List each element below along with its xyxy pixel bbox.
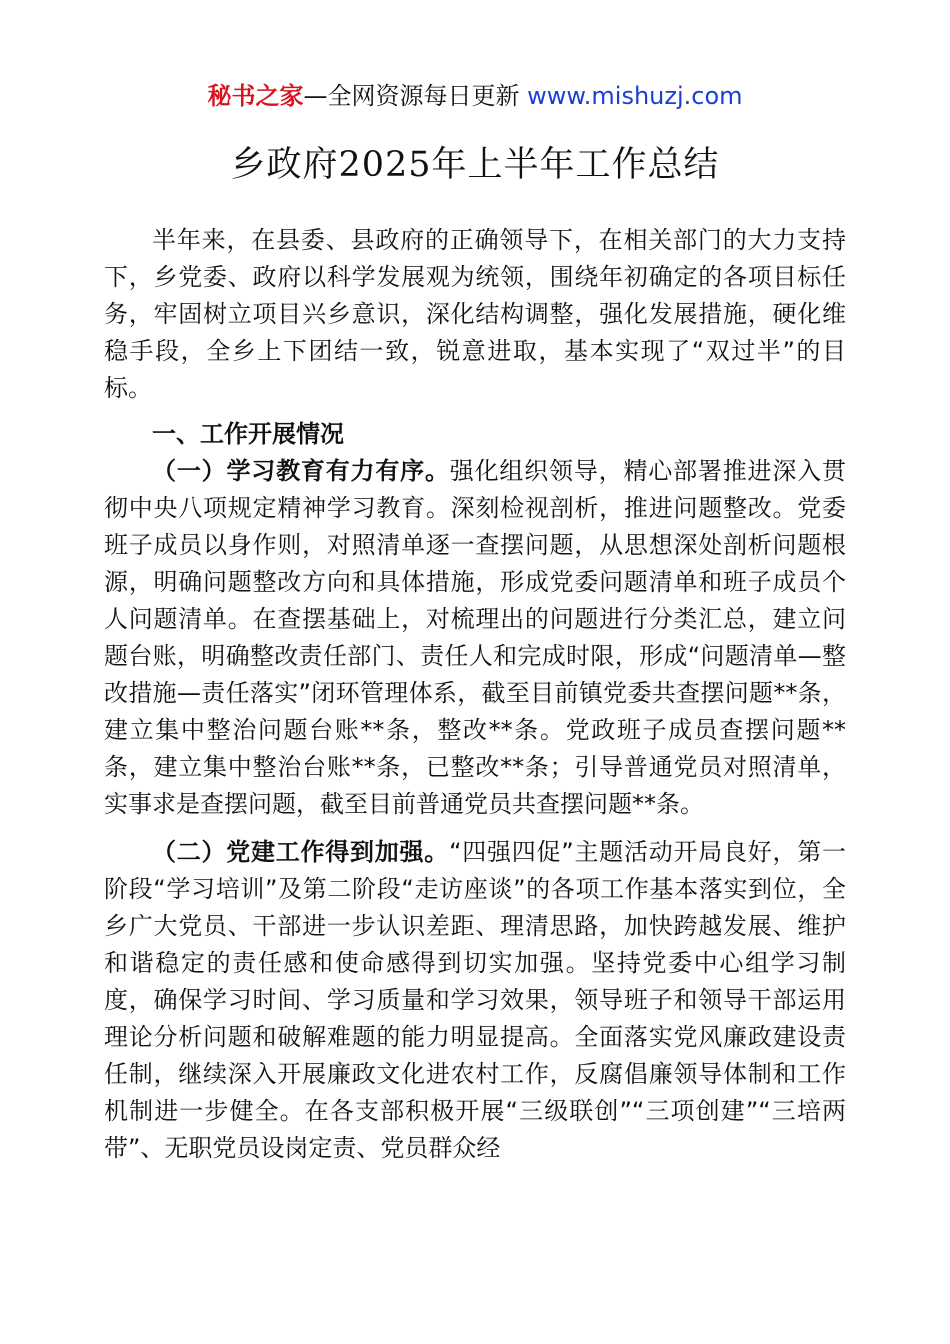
site-tagline: —全网资源每日更新 [303,82,520,110]
intro-paragraph: 半年来，在县委、县政府的正确领导下，在相关部门的大力支持下，乡党委、政府以科学发展观为统领，围绕年初确定的各项目标任务，牢固树立项目兴乡意识，深化结构调整，强化发展措施，硬化维稳手段，全乡上下团结一致，锐意进取，基本实现了“双过半”的目标。 [104,226,846,402]
item-paragraph-1 [104,453,846,823]
section-heading: 一、工作开展情况 [152,420,344,448]
item-lead-2: （二）党建工作得到加强。 [152,838,450,866]
site-url-link[interactable]: www.mishuzj.com [527,82,743,110]
site-header [0,80,950,112]
document-body [104,222,846,1167]
brand-name: 秘书之家 [207,82,304,110]
item-text-2: “四强四促”主题活动开局良好，第一阶段“学习培训”及第二阶段“走访座谈”的各项工作基本落实到位，全乡广大党员、干部进一步认识差距、理清思路，加快跨越发展、维护和谐稳定的责任感和使命感得到切实加强。坚持党委中心组学习制度，确保学习时间、学习质量和学习效果，领导班子和领导干部运用理论分析问题和破解难题的能力明显提高。全面落实党风廉政建设责任制，继续深入开展廉政文化进农村工作，反腐倡廉领导体制和工作机制进一步健全。在各支部积极开展“三级联创”“三项创建”“三培两带”、无职党员设岗定责、党员群众经 [104,838,847,1162]
item-text-1: 强化组织领导，精心部署推进深入贯彻中央八项规定精神学习教育。深刻检视剖析，推进问题整改。党委班子成员以身作则，对照清单逐一查摆问题，从思想深处剖析问题根源，明确问题整改方向和具体措施，形成党委问题清单和班子成员个人问题清单。在查摆基础上，对梳理出的问题进行分类汇总，建立问题台账，明确整改责任部门、责任人和完成时限，形成“问题清单—整改措施—责任落实”闭环管理体系，截至目前镇党委共查摆问题**条，建立集中整治问题台账**条，整改**条。党政班子成员查摆问题**条，建立集中整治台账**条，已整改**条；引导普通党员对照清单，实事求是查摆问题，截至目前普通党员共查摆问题**条。 [104,457,847,818]
item-paragraph-2 [104,834,846,1167]
document-title: 乡政府2025年上半年工作总结 [230,145,720,185]
item-lead-1: （一）学习教育有力有序。 [152,457,450,485]
